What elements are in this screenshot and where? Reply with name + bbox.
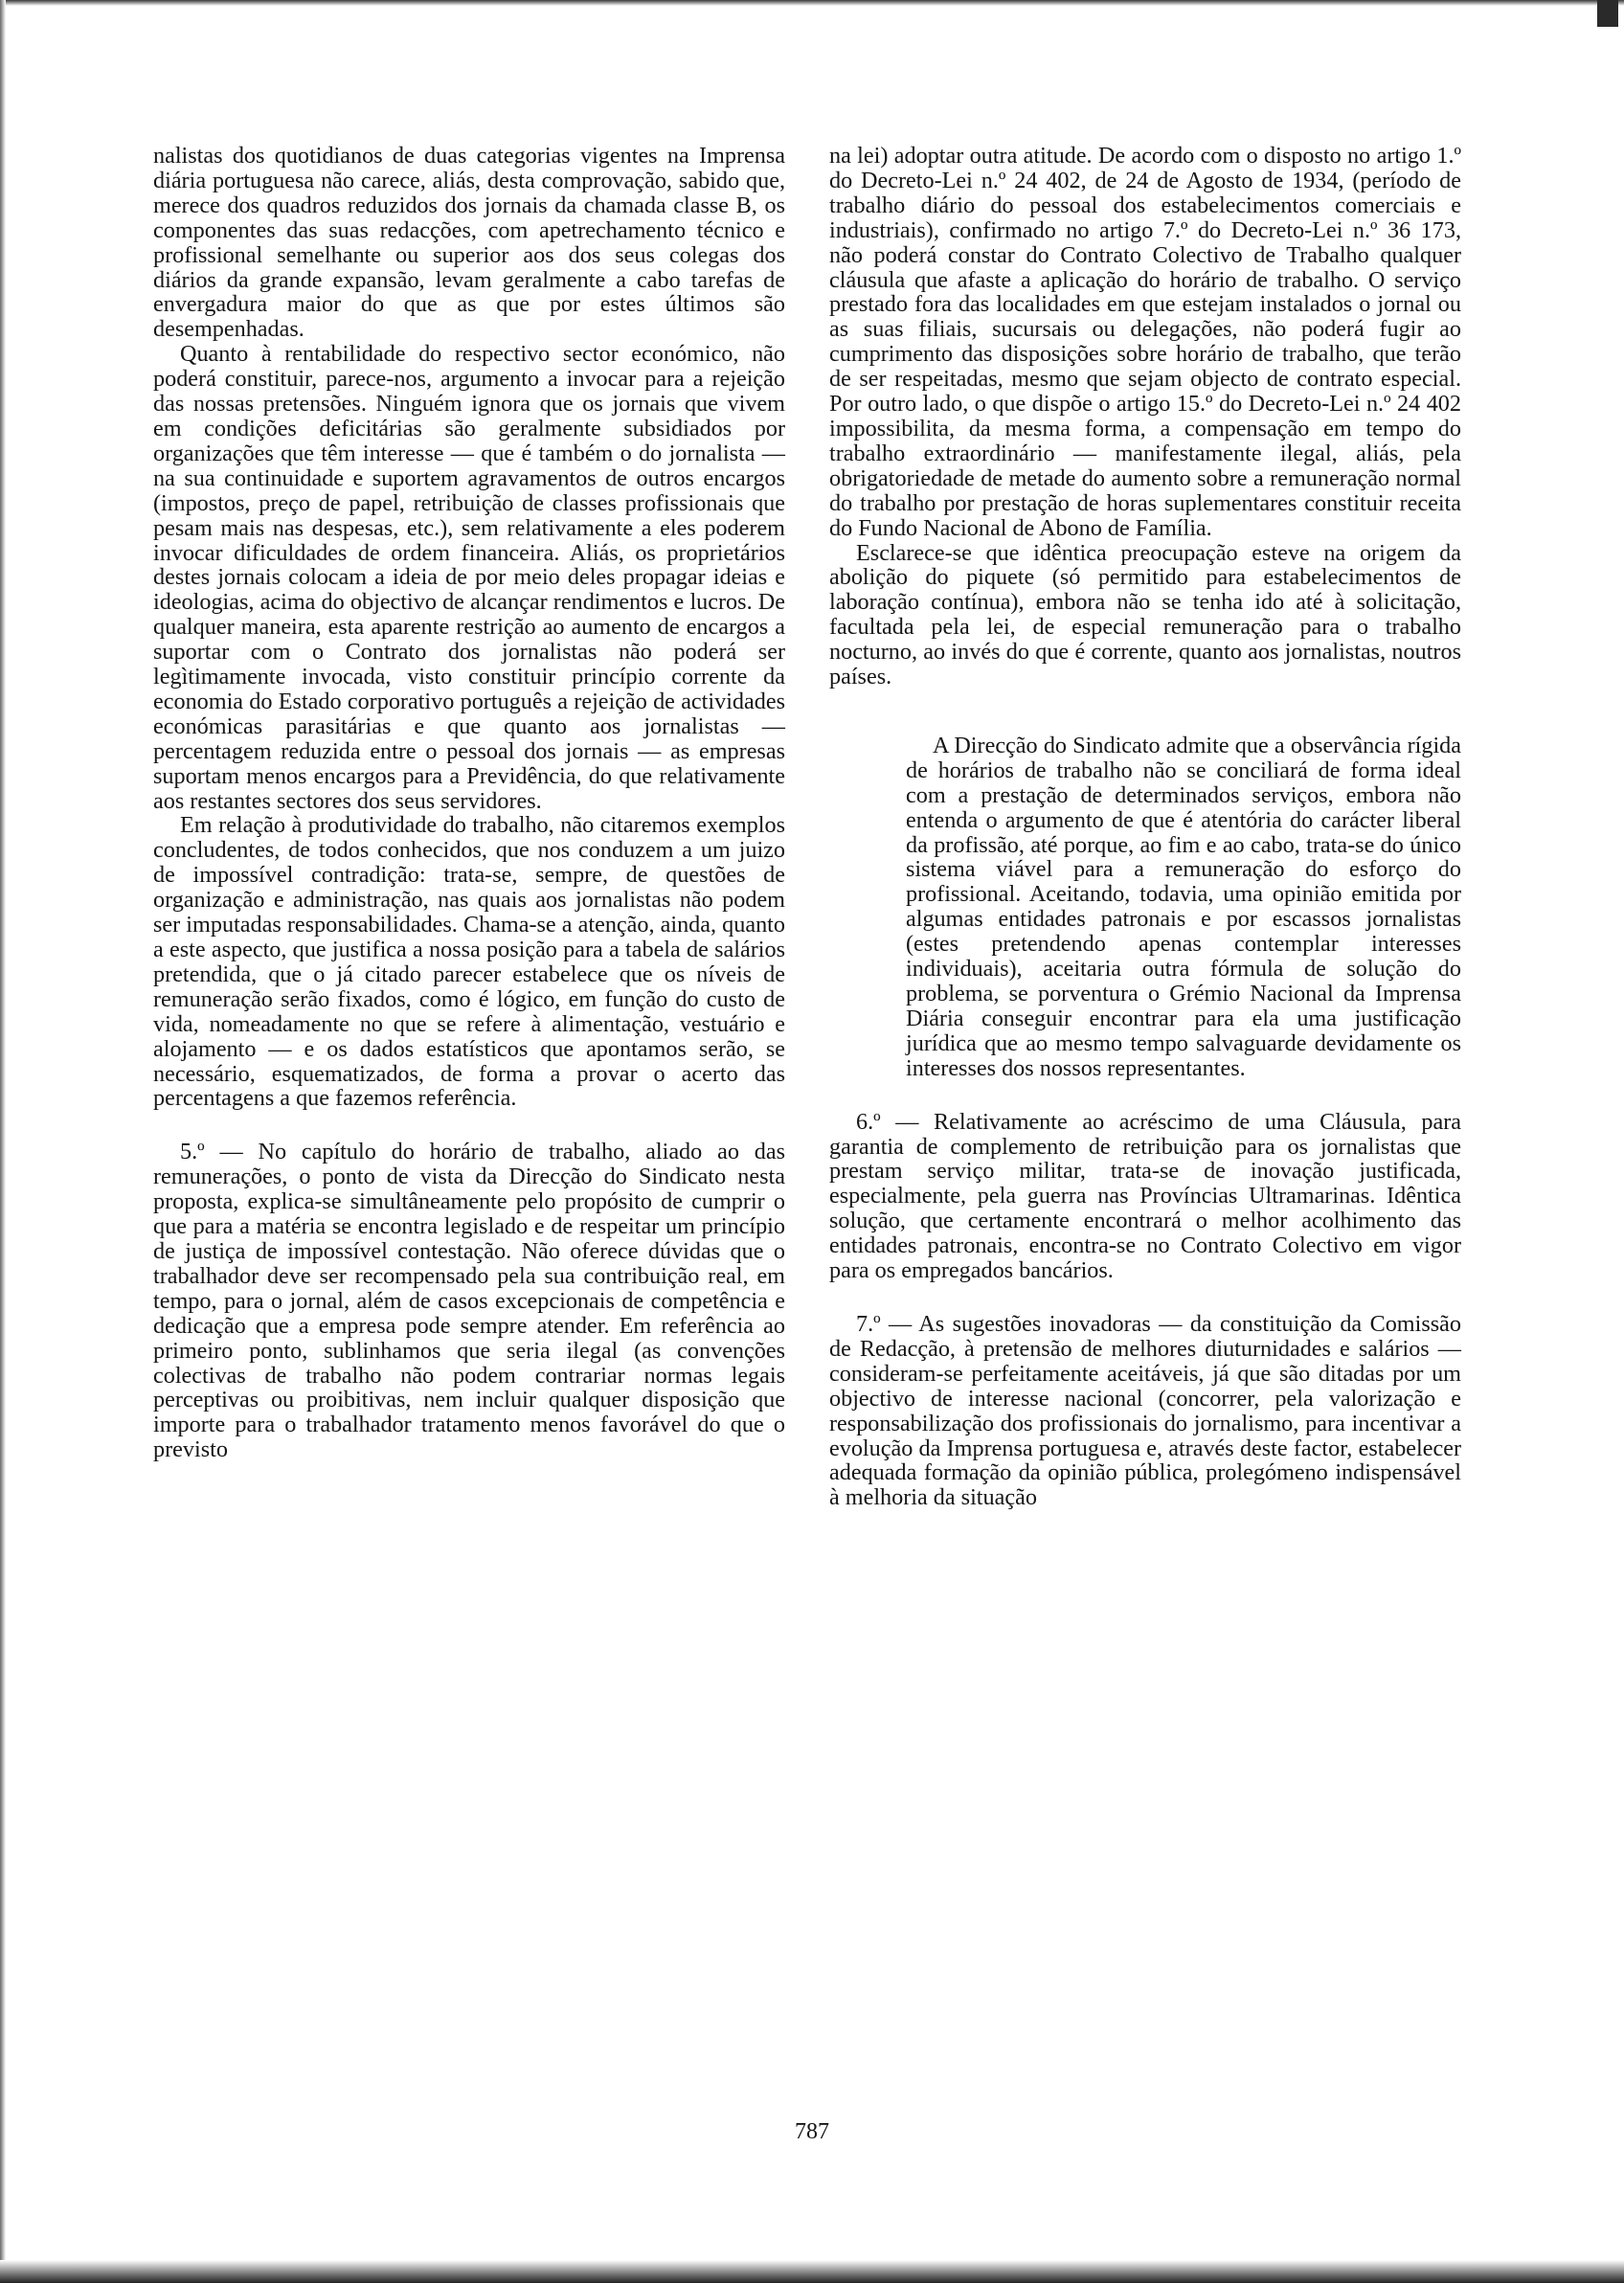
scan-corner-mark — [1597, 0, 1618, 27]
left-column — [153, 144, 785, 1462]
paragraph-point-7: 7.º — As sugestões inovadoras — da constituição da Comissão de Redacção, à pretensão de melhores diuturnidades e salários — consideram-se perfeitamente aceitáveis, já que são ditadas por um objectivo de interesse nacional (concorrer, pela valorização e responsabilização dos profissionais do jornalismo, para incentivar a evolução da Imprensa portuguesa e, através deste factor, estabelecer adequada formação da opinião pública, prolegómeno indispensável à melhoria da situação — [829, 1310, 1461, 1511]
paragraph-direccao-quote: A Direcção do Sindicato admite que a observância rígida de horários de trabalho não se conciliará de forma ideal com a prestação de determinados serviços, embora não entenda o argumento de que é atentória do carácter liberal da profissão, até porque, ao fim e ao cabo, trata-se do único sistema viável para a remuneração do esforço do profissional. Aceitando, todavia, uma opinião emitida por algumas entidades patronais e por escassos jornalistas (estes pretendendo apenas contemplar interesses individuais), aceitaria outra fórmula de solução do problema, se porventura o Grémio Nacional da Imprensa Diária conseguir encontrar para ela uma justificação jurídica que ao mesmo tempo salvaguarde devidamente os interesses dos nossos representantes. — [906, 732, 1461, 1081]
paragraph-point-6: 6.º — Relativamente ao acréscimo de uma Cláusula, para garantia de complemento de retribuição para os jornalistas que prestam serviço militar, trata-se de inovação justificada, especialmente, pela guerra nas Províncias Ultramarinas. Idêntica solução, que certamente encontrará o melhor acolhimento das entidades patronais, encontra-se no Contrato Colectivo em vigor para os empregados bancários. — [829, 1108, 1461, 1284]
page-number: 787 — [795, 2119, 829, 2144]
paragraph-rentabilidade: Quanto à rentabilidade do respectivo sector económico, não poderá constituir, parece-nos, argumento a invocar para a rejeição das nossas pretensões. Ninguém ignora que os jornais que vivem em condições deficitárias são geralmente subsidiados por organizações que têm interesse — que é também o do jornalista — na sua continuidade e suportem agravamentos de outros encargos (impostos, preço de papel, retribuição de classes profissionais que pesam mais nas despesas, etc.), sem relativamente a eles poderem invocar dificuldades de ordem financeira. Aliás, os proprietários destes jornais colocam a ideia de por meio deles propagar ideias e ideologias, acima do objectivo de alcançar rendimentos e lucros. De qualquer maneira, esta aparente restrição ao aumento de encargos a suportar com o Contrato dos jornalistas não poderá ser legìtimamente invocada, visto constituir princípio corrente da economia do Estado corporativo português a rejeição de actividades económicas parasitárias e que quanto aos jornalistas — percentagem reduzida entre o pessoal dos jornais — as empresas suportam menos encargos para a Previdência, do que relativamente aos restantes sectores dos seus servidores. — [153, 341, 785, 814]
scan-edge-top — [0, 0, 1624, 6]
scan-edge-bottom — [0, 2260, 1624, 2283]
scan-edge-left — [0, 0, 6, 2283]
paragraph-produtividade: Em relação à produtividade do trabalho, não citaremos exemplos concludentes, de todos conhecidos, que nos conduzem a um juizo de impossível contradição: trata-se, sempre, de questões de organização e administração, nas quais aos jornalistas não podem ser imputadas responsabilidades. Chama-se a atenção, ainda, quanto a este aspecto, que justifica a nossa posição para a tabela de salários pretendida, que o já citado parecer estabelece que os níveis de remuneração serão fixados, como é lógico, em função do custo de vida, nomeadamente no que se refere à alimentação, vestuário e alojamento — e os dados estatísticos que apontamos serão, se necessário, esquematizados, de forma a provar o acerto das percentagens a que fazemos referência. — [153, 812, 785, 1112]
right-column — [829, 144, 1461, 1510]
paragraph-continuation-right: na lei) adoptar outra atitude. De acordo com o disposto no artigo 1.º do Decreto-Lei n.º 24 402, de 24 de Agosto de 1934, (período de trabalho diário do pessoal dos estabelecimentos comerciais e industriais), confirmado no artigo 7.º do Decreto-Lei n.º 36 173, não poderá constar do Contrato Colectivo de Trabalho qualquer cláusula que afaste a aplicação do horário de trabalho. O serviço prestado fora das localidades em que estejam instalados o jornal ou as suas filiais, sucursais ou delegações, não poderá fugir ao cumprimento das disposições sobre horário de trabalho, que terão de ser respeitadas, mesmo que sejam objecto de contrato especial. Por outro lado, o que dispõe o artigo 15.º do Decreto-Lei n.º 24 402 impossibilita, da mesma forma, a compensação em tempo do trabalho extraordinário — manifestamente ilegal, aliás, pela obrigatoriedade de metade do aumento sobre a remuneração normal do trabalho por prestação de horas suplementares constituir receita do Fundo Nacional de Abono de Família. — [829, 143, 1461, 541]
paragraph-piquete: Esclarece-se que idêntica preocupação esteve na origem da abolição do piquete (só permitido para estabelecimentos de laboração contínua), embora não se tenha ido até à solicitação, facultada pela lei, de especial remuneração para o trabalho nocturno, ao invés do que é corrente, quanto aos jornalistas, noutros países. — [829, 539, 1461, 690]
paragraph-point-5: 5.º — No capítulo do horário de trabalho, aliado ao das remunerações, o ponto de vista da Direcção do Sindicato nesta proposta, explica-se simultâneamente pelo propósito de cumprir o que para a matéria se encontra legislado e de respeitar um princípio de justiça de impossível contestação. Não oferece dúvidas que o trabalhador deve ser recompensado pela sua contribuição real, em tempo, para o jornal, além de casos excepcionais de competência e dedicação que a empresa pode sempre atender. Em referência ao primeiro ponto, sublinhamos que seria ilegal (as convenções colectivas de trabalho não podem contrariar normas legais perceptivas ou proibitivas, nem incluir qualquer disposição que importe para o trabalhador tratamento menos favorável do que o previsto — [153, 1139, 785, 1463]
paragraph-continuation: nalistas dos quotidianos de duas categorias vigentes na Imprensa diária portuguesa não carece, aliás, desta comprovação, sabido que, merece dos quadros reduzidos dos jornais da chamada classe B, os componentes das suas redacções, com apetrechamento técnico e profissional semelhante ou superior aos dos seus colegas dos diários da grande expansão, levam geralmente a cabo tarefas de envergadura maior do que as que por estes últimos são desempenhadas. — [153, 143, 785, 343]
